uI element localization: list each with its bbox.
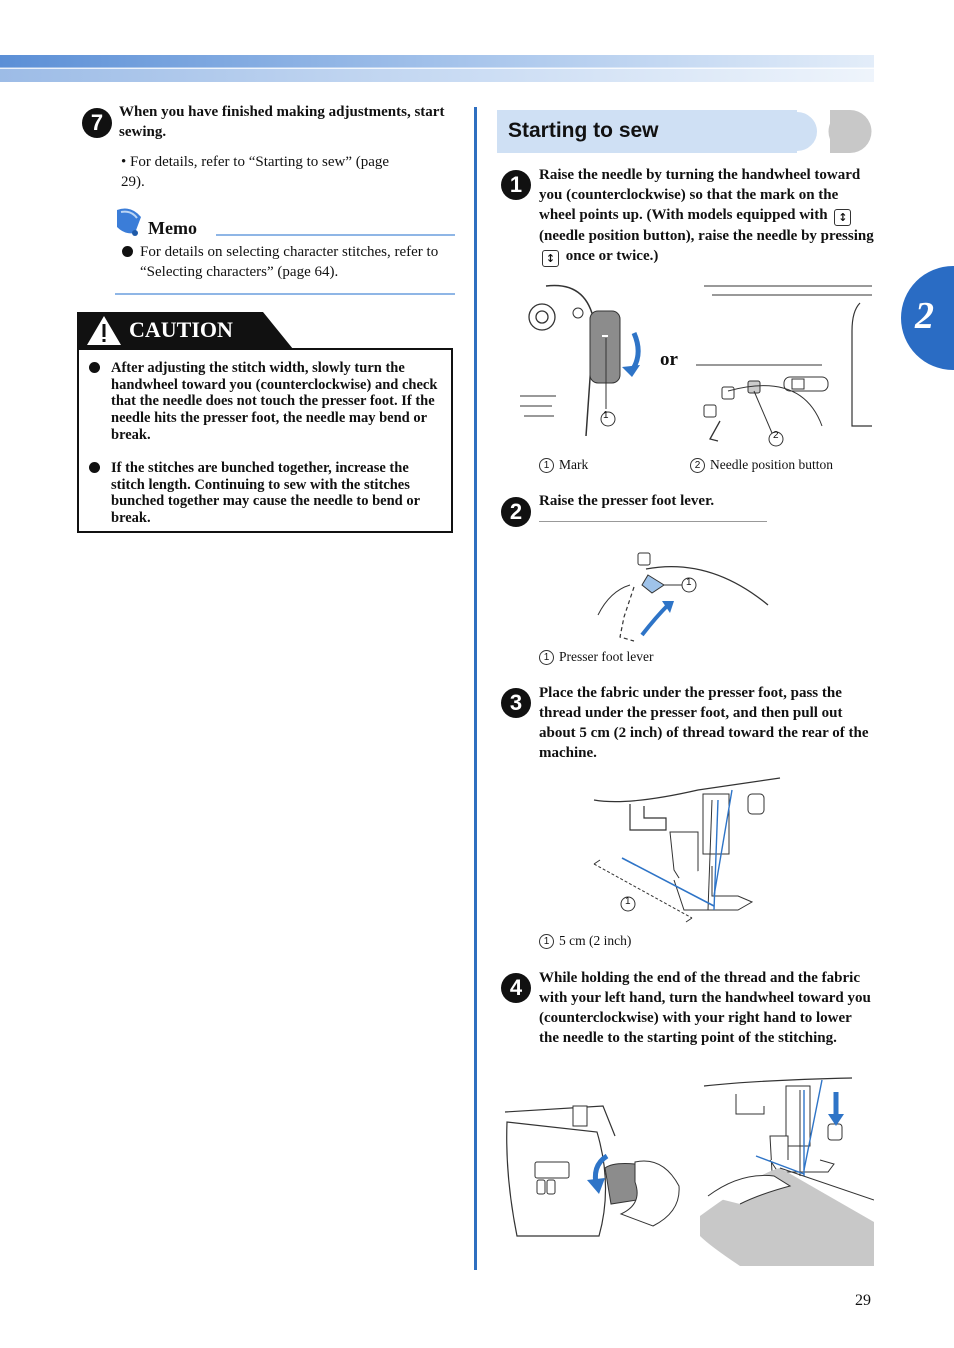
caution-bullet (89, 362, 100, 373)
step-1-badge: 1 (501, 170, 531, 200)
caption-text: Mark (559, 457, 589, 472)
presser-lever-illustration (590, 547, 775, 647)
step-1-text-c: once or twice.) (565, 248, 659, 264)
thread-fabric-illustration (588, 770, 788, 930)
memo-text: For details on selecting character stitches, refer to “Selecting characters” (page 64). (140, 244, 439, 280)
callout-marker: 1 (539, 934, 554, 949)
needle-position-icon: ↕ (542, 250, 559, 267)
step-4-text: While holding the end of the thread and the fabric with your left hand, turn the handwheel toward you (counterclockwise) with your right hand to lower the needle to the starting point of the stitching. (539, 970, 871, 1046)
step-2-text: Raise the presser foot lever. (539, 493, 715, 509)
step-1-text-b: (needle position button), raise the needle by pressing (539, 228, 874, 244)
step-1-caption-1 (539, 456, 588, 474)
caution-item-text: If the stitches are bunched together, increase the stitch length. Continuing to sew with the stitches bunched together may cause the needle to bend or break. (111, 460, 420, 527)
step-7-title: When you have finished making adjustments, start sewing. (119, 104, 445, 140)
needle-button-illustration (692, 281, 874, 451)
needle-position-icon: ↕ (834, 209, 851, 226)
memo-bullet-dot (122, 246, 133, 257)
memo-bell-icon (113, 207, 145, 237)
step-2-rule (539, 521, 767, 522)
memo-bottom-rule (115, 293, 455, 295)
step-1-callout-1: 1 (603, 410, 609, 421)
page-number: 29 (855, 1292, 871, 1309)
caution-bullet (89, 462, 100, 473)
step-1-text (539, 165, 875, 267)
step-1-text-a: Raise the needle by turning the handwheel toward you (counterclockwise) so that the mark on the wheel points up. (With models equipped with (539, 167, 861, 223)
step-7-bullet: • For details, refer to “Starting to sew” (page 29). (121, 154, 390, 190)
step-7-badge: 7 (82, 108, 112, 138)
chapter-number: 2 (915, 295, 934, 337)
step-3-text: Place the fabric under the presser foot, pass the thread under the presser foot, and then pull out about 5 cm (2 inch) of thread toward the rear of the machine. (539, 685, 869, 761)
or-label: or (660, 349, 678, 370)
top-band (0, 55, 874, 82)
callout-marker: 1 (539, 458, 554, 473)
callout-marker: 2 (690, 458, 705, 473)
memo-label: Memo (148, 218, 197, 238)
caption-text: Presser foot lever (559, 649, 654, 664)
caution-label: CAUTION (129, 317, 233, 342)
caution-item-text: After adjusting the stitch width, slowly turn the handwheel toward you (counterclockwise) and check that the needle does not touch the presser foot. If the needle hits the presser foot, the needle may bend or break. (111, 360, 438, 443)
memo-top-rule (216, 234, 455, 236)
section-title: Starting to sew (508, 119, 659, 142)
step-4-badge: 4 (501, 973, 531, 1003)
column-divider (474, 107, 477, 1270)
caution-item-2 (89, 460, 444, 527)
step-3-callout-1: 1 (625, 896, 631, 907)
lower-needle-illustration (700, 1076, 874, 1266)
callout-marker: 1 (539, 650, 554, 665)
caution-item-1 (89, 360, 444, 444)
step-3-caption-1 (539, 932, 631, 950)
step-2-badge: 2 (501, 497, 531, 527)
step-3-badge: 3 (501, 688, 531, 718)
step-2-callout-1: 1 (686, 577, 692, 588)
step-1-callout-2: 2 (773, 430, 779, 441)
step-1-caption-2 (690, 456, 833, 474)
handwheel-illustration (516, 281, 676, 451)
step-2-caption-1 (539, 648, 653, 666)
caption-text: 5 cm (2 inch) (559, 933, 632, 948)
chapter-tab (901, 266, 954, 370)
turn-handwheel-illustration (503, 1076, 693, 1266)
caution-box (77, 348, 453, 533)
caption-text: Needle position button (710, 457, 833, 472)
